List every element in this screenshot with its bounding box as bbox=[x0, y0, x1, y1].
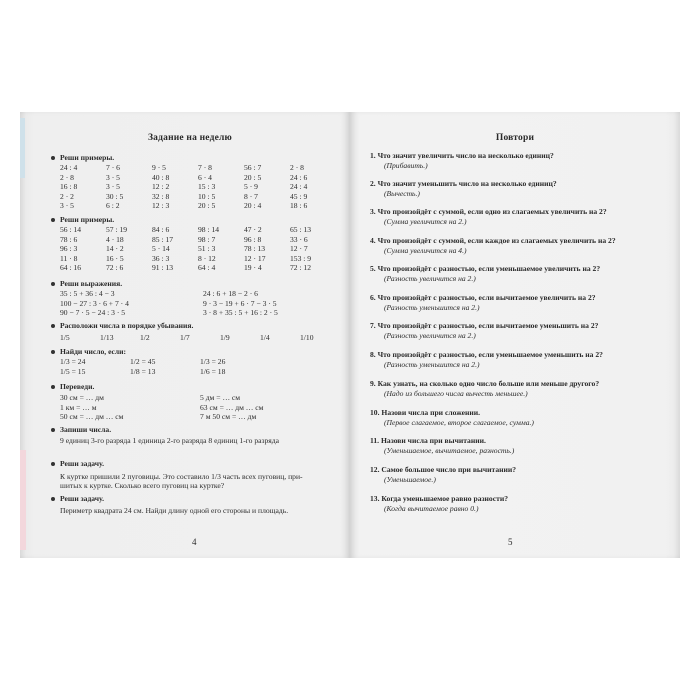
exercise-cell: 20 : 5 bbox=[198, 201, 216, 210]
exercise-cell: 56 : 7 bbox=[244, 163, 262, 172]
question-text: Что произойдёт с суммой, если каждое из слагаемых увеличить на 2? bbox=[377, 236, 616, 245]
exercise-cell: 2 · 8 bbox=[60, 172, 74, 182]
exercise-cell: 72 : 6 bbox=[106, 263, 124, 272]
question-item bbox=[370, 465, 670, 485]
question-number: 1. bbox=[370, 151, 376, 160]
question-item bbox=[370, 207, 670, 227]
question-number: 8. bbox=[370, 350, 376, 359]
question-item bbox=[370, 379, 670, 399]
section-heading: Найди число, если: bbox=[60, 347, 127, 356]
question-text: Что произойдёт с суммой, если одно из слагаемых увеличить на 2? bbox=[377, 207, 607, 216]
exercise-cell: 16 · 5 bbox=[106, 253, 124, 263]
exercise-cell: 63 см = … дм … см bbox=[200, 402, 264, 412]
question-number: 13. bbox=[370, 494, 380, 503]
exercise-cell: 8 · 12 bbox=[198, 253, 216, 263]
exercise-cell: 30 см = … дм bbox=[60, 393, 104, 402]
page-title: Повтори bbox=[495, 133, 535, 143]
task-text: Периметр квадрата 24 см. Найди длину одной его стороны и площадь. bbox=[60, 506, 289, 515]
page-number: 5 bbox=[508, 537, 513, 547]
exercise-cell: 24 : 6 bbox=[290, 172, 308, 182]
question-number: 6. bbox=[370, 293, 376, 302]
question-answer: (Когда вычитаемое равно 0.) bbox=[384, 504, 479, 513]
page-number: 4 bbox=[192, 537, 197, 547]
exercise-cell: 56 : 14 bbox=[60, 225, 82, 234]
exercise-cell: 5 · 9 bbox=[244, 182, 258, 191]
exercise-cell: 35 : 5 + 36 : 4 − 3 bbox=[60, 289, 115, 298]
exercise-cell: 36 : 3 bbox=[152, 253, 170, 263]
exercise-cell: 12 : 2 bbox=[152, 182, 170, 191]
section-heading: Запиши числа. bbox=[60, 425, 112, 434]
question-item bbox=[370, 494, 670, 514]
exercise-cell: 91 : 13 bbox=[152, 263, 174, 272]
exercise-cell: 4 · 18 bbox=[106, 234, 124, 244]
question-number: 12. bbox=[370, 465, 380, 474]
question-text: Как узнать, на сколько одно число больше или меньше другого? bbox=[377, 379, 600, 388]
exercise-cell: 84 : 6 bbox=[152, 225, 170, 234]
exercise-cell: 1 км = … м bbox=[60, 402, 97, 412]
exercise-grid bbox=[60, 163, 330, 211]
exercise-cell: 9 · 5 bbox=[152, 163, 166, 172]
exercise-cell: 20 : 5 bbox=[244, 172, 262, 182]
exercise-cell: 12 : 3 bbox=[152, 201, 170, 210]
section-heading: Реши выражения. bbox=[60, 279, 123, 288]
exercise-cell: 3 · 8 + 35 : 5 + 16 : 2 · 5 bbox=[203, 308, 278, 317]
exercise-cell: 78 : 13 bbox=[244, 244, 266, 253]
question-number: 9. bbox=[370, 379, 376, 388]
exercise-cell: 3 · 5 bbox=[60, 201, 74, 210]
exercise-cell: 6 : 2 bbox=[106, 201, 120, 210]
question-answer: (Уменьшаемое, вычитаемое, разность.) bbox=[384, 446, 515, 455]
question-item bbox=[370, 264, 670, 284]
exercise-cell: 98 : 14 bbox=[198, 225, 220, 234]
question-answer: (Надо из большего числа вычесть меньшее.) bbox=[384, 389, 528, 398]
exercise-cell: 1/3 = 24 bbox=[60, 357, 86, 366]
exercise-cell: 50 см = … дм … см bbox=[60, 412, 124, 421]
exercise-cell: 11 · 8 bbox=[60, 253, 78, 263]
question-answer: (Сумма увеличится на 4.) bbox=[384, 246, 467, 255]
fraction-item: 1/2 bbox=[140, 333, 150, 342]
exercise-cell: 90 − 7 · 5 − 24 : 3 · 5 bbox=[60, 308, 126, 317]
fraction-item: 1/13 bbox=[100, 333, 114, 342]
exercise-cell: 85 : 17 bbox=[152, 234, 174, 244]
exercise-cell: 18 : 6 bbox=[290, 201, 308, 210]
bullet-icon bbox=[51, 385, 55, 389]
exercise-cell: 7 · 8 bbox=[198, 163, 212, 172]
question-item bbox=[370, 151, 670, 171]
fraction-item: 1/4 bbox=[260, 333, 270, 342]
fraction-grid bbox=[60, 357, 270, 376]
exercise-cell: 10 : 5 bbox=[198, 191, 216, 201]
exercise-cell: 98 : 7 bbox=[198, 234, 216, 244]
section-heading: Реши задачу. bbox=[60, 459, 104, 468]
exercise-cell: 19 · 4 bbox=[244, 263, 262, 272]
question-text: Что значит уменьшить число на несколько единиц? bbox=[377, 179, 557, 188]
task-text: шитых к куртке. Сколько всего пуговиц на куртке? bbox=[60, 481, 225, 490]
question-item bbox=[370, 293, 670, 313]
exercise-cell: 5 дм = … см bbox=[200, 393, 241, 402]
exercise-cell: 3 · 5 bbox=[106, 182, 120, 191]
exercise-cell: 153 : 9 bbox=[290, 253, 312, 263]
question-text: Что значит увеличить число на несколько единиц? bbox=[377, 151, 554, 160]
bullet-icon bbox=[51, 282, 55, 286]
exercise-cell: 20 : 4 bbox=[244, 201, 262, 210]
exercise-cell: 100 − 27 : 3 · 6 + 7 · 4 bbox=[60, 298, 129, 308]
exercise-cell: 1/8 = 13 bbox=[130, 366, 156, 376]
question-item bbox=[370, 321, 670, 341]
exercise-cell: 7 · 6 bbox=[106, 163, 120, 172]
question-number: 5. bbox=[370, 264, 376, 273]
question-item bbox=[370, 436, 670, 456]
page-edge-tint bbox=[20, 450, 26, 550]
exercise-cell: 5 · 14 bbox=[152, 244, 170, 253]
exercise-cell: 33 · 6 bbox=[290, 234, 308, 244]
section-heading: Реши примеры. bbox=[60, 153, 115, 162]
exercise-cell: 2 · 8 bbox=[290, 163, 304, 172]
question-answer: (Разность увеличится на 2.) bbox=[384, 331, 476, 340]
conversion-grid bbox=[60, 393, 340, 422]
fraction-list bbox=[60, 333, 340, 343]
question-text: Когда уменьшаемое равно разности? bbox=[381, 494, 508, 503]
exercise-cell: 24 : 4 bbox=[60, 163, 78, 172]
exercise-cell: 1/3 = 26 bbox=[200, 357, 226, 366]
question-item bbox=[370, 408, 670, 428]
question-text: Что произойдёт с разностью, если вычитаемое увеличить на 2? bbox=[377, 293, 596, 302]
exercise-cell: 24 : 4 bbox=[290, 182, 308, 191]
question-answer: (Прибавить.) bbox=[384, 161, 428, 170]
section-heading: Переведи. bbox=[60, 382, 95, 391]
exercise-grid bbox=[60, 225, 330, 273]
exercise-cell: 40 : 8 bbox=[152, 172, 170, 182]
bullet-icon bbox=[51, 324, 55, 328]
question-text: Что произойдёт с разностью, если уменьшаемое уменьшить на 2? bbox=[377, 350, 603, 359]
exercise-cell: 47 · 2 bbox=[244, 225, 262, 234]
question-answer: (Разность уменьшится на 2.) bbox=[384, 360, 480, 369]
exercise-cell: 64 : 16 bbox=[60, 263, 82, 272]
bullet-icon bbox=[51, 156, 55, 160]
exercise-cell: 57 : 19 bbox=[106, 225, 128, 234]
question-number: 4. bbox=[370, 236, 376, 245]
question-number: 11. bbox=[370, 436, 380, 445]
bullet-icon bbox=[51, 497, 55, 501]
section-heading: Реши примеры. bbox=[60, 215, 115, 224]
question-text: Что произойдёт с разностью, если вычитаемое уменьшить на 2? bbox=[377, 321, 599, 330]
exercise-cell: 16 : 8 bbox=[60, 182, 78, 191]
question-text: Самое большое число при вычитании? bbox=[381, 465, 517, 474]
question-number: 3. bbox=[370, 207, 376, 216]
fraction-item: 1/9 bbox=[220, 333, 230, 342]
exercise-cell: 1/6 = 18 bbox=[200, 366, 226, 376]
question-answer: (Вычесть.) bbox=[384, 189, 420, 198]
question-item bbox=[370, 179, 670, 199]
exercise-cell: 64 : 4 bbox=[198, 263, 216, 272]
question-item bbox=[370, 350, 670, 370]
exercise-cell: 12 · 7 bbox=[290, 244, 308, 253]
bullet-icon bbox=[51, 462, 55, 466]
exercise-cell: 32 : 8 bbox=[152, 191, 170, 201]
question-answer: (Первое слагаемое, второе слагаемое, сумма.) bbox=[384, 418, 534, 427]
exercise-cell: 2 · 2 bbox=[60, 191, 74, 201]
exercise-cell: 65 : 13 bbox=[290, 225, 312, 234]
bullet-icon bbox=[51, 350, 55, 354]
exercise-cell: 8 · 7 bbox=[244, 191, 258, 201]
exercise-cell: 72 : 12 bbox=[290, 263, 312, 272]
question-number: 10. bbox=[370, 408, 380, 417]
question-item bbox=[370, 236, 670, 256]
question-answer: (Сумма увеличится на 2.) bbox=[384, 217, 467, 226]
section-heading: Расположи числа в порядке убывания. bbox=[60, 321, 194, 330]
page-edge-tint bbox=[20, 118, 25, 178]
bullet-icon bbox=[51, 428, 55, 432]
exercise-cell: 14 · 2 bbox=[106, 244, 124, 253]
exercise-cell: 96 : 3 bbox=[60, 244, 78, 253]
page-title: Задание на неделю bbox=[147, 133, 233, 143]
question-text: Назови числа при вычитании. bbox=[380, 436, 486, 445]
question-number: 7. bbox=[370, 321, 376, 330]
exercise-cell: 3 · 5 bbox=[106, 172, 120, 182]
question-number: 2. bbox=[370, 179, 376, 188]
exercise-cell: 45 : 9 bbox=[290, 191, 308, 201]
fraction-item: 1/5 bbox=[60, 333, 70, 342]
expression-grid bbox=[60, 289, 343, 318]
exercise-cell: 7 м 50 см = … дм bbox=[200, 412, 257, 421]
bullet-icon bbox=[51, 218, 55, 222]
question-answer: (Разность увеличится на 2.) bbox=[384, 274, 476, 283]
exercise-cell: 9 · 3 − 19 + 6 · 7 − 3 · 5 bbox=[203, 298, 277, 308]
section-heading: Реши задачу. bbox=[60, 494, 104, 503]
fraction-item: 1/10 bbox=[300, 333, 314, 342]
exercise-cell: 1/2 = 45 bbox=[130, 357, 156, 366]
task-text: 9 единиц 3-го разряда 1 единица 2-го разряда 8 единиц 1-го разряда bbox=[60, 436, 280, 445]
task-text: К куртке пришили 2 пуговицы. Это составило 1/3 часть всех пуговиц, при- bbox=[60, 472, 303, 481]
exercise-cell: 12 · 17 bbox=[244, 253, 266, 263]
exercise-cell: 51 : 3 bbox=[198, 244, 216, 253]
question-text: Что произойдёт с разностью, если уменьшаемое увеличить на 2? bbox=[377, 264, 601, 273]
exercise-cell: 30 : 5 bbox=[106, 191, 124, 201]
fraction-item: 1/7 bbox=[180, 333, 190, 342]
exercise-cell: 1/5 = 15 bbox=[60, 366, 86, 376]
exercise-cell: 96 : 8 bbox=[244, 234, 262, 244]
question-answer: (Уменьшаемое.) bbox=[384, 475, 436, 484]
exercise-cell: 24 : 6 + 18 − 2 · 6 bbox=[203, 289, 258, 298]
exercise-cell: 15 : 3 bbox=[198, 182, 216, 191]
question-answer: (Разность уменьшится на 2.) bbox=[384, 303, 480, 312]
exercise-cell: 78 : 6 bbox=[60, 234, 78, 244]
question-text: Назови числа при сложении. bbox=[381, 408, 480, 417]
exercise-cell: 6 · 4 bbox=[198, 172, 212, 182]
